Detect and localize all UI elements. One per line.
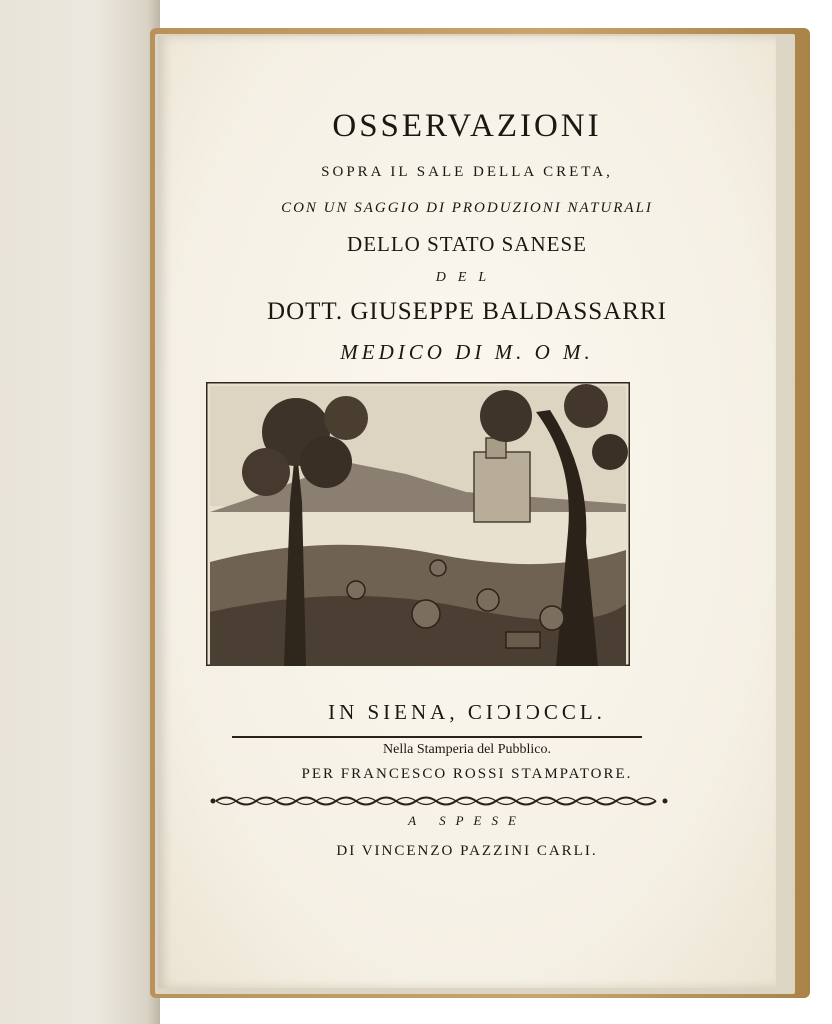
book-subtitle: SOPRA IL SALE DELLA CRETA,: [321, 164, 613, 180]
imprint-expense-label: A SPESE: [408, 813, 526, 828]
book-title: OSSERVAZIONI: [332, 108, 602, 144]
del-line: DEL: [435, 270, 499, 285]
author-profession: MEDICO DI M. O M.: [340, 340, 594, 364]
imprint-publisher: DI VINCENZO PAZZINI CARLI.: [336, 843, 598, 859]
book-subtitle-italic: CON UN SAGGIO DI PRODUZIONI NATURALI: [281, 200, 653, 216]
landscape-engraving: [206, 382, 630, 666]
imprint-press: Nella Stamperia del Pubblico.: [383, 742, 551, 757]
ornamental-border: [210, 794, 670, 808]
imprint-rule: [232, 736, 642, 738]
facing-blank-page: [0, 0, 160, 1024]
imprint-printer: PER FRANCESCO ROSSI STAMPATORE.: [301, 766, 633, 782]
author-name: DOTT. GIUSEPPE BALDASSARRI: [267, 298, 667, 325]
region-line: DELLO STATO SANESE: [347, 232, 587, 256]
imprint-place-date: IN SIENA, CIƆIƆCCL.: [328, 700, 606, 724]
